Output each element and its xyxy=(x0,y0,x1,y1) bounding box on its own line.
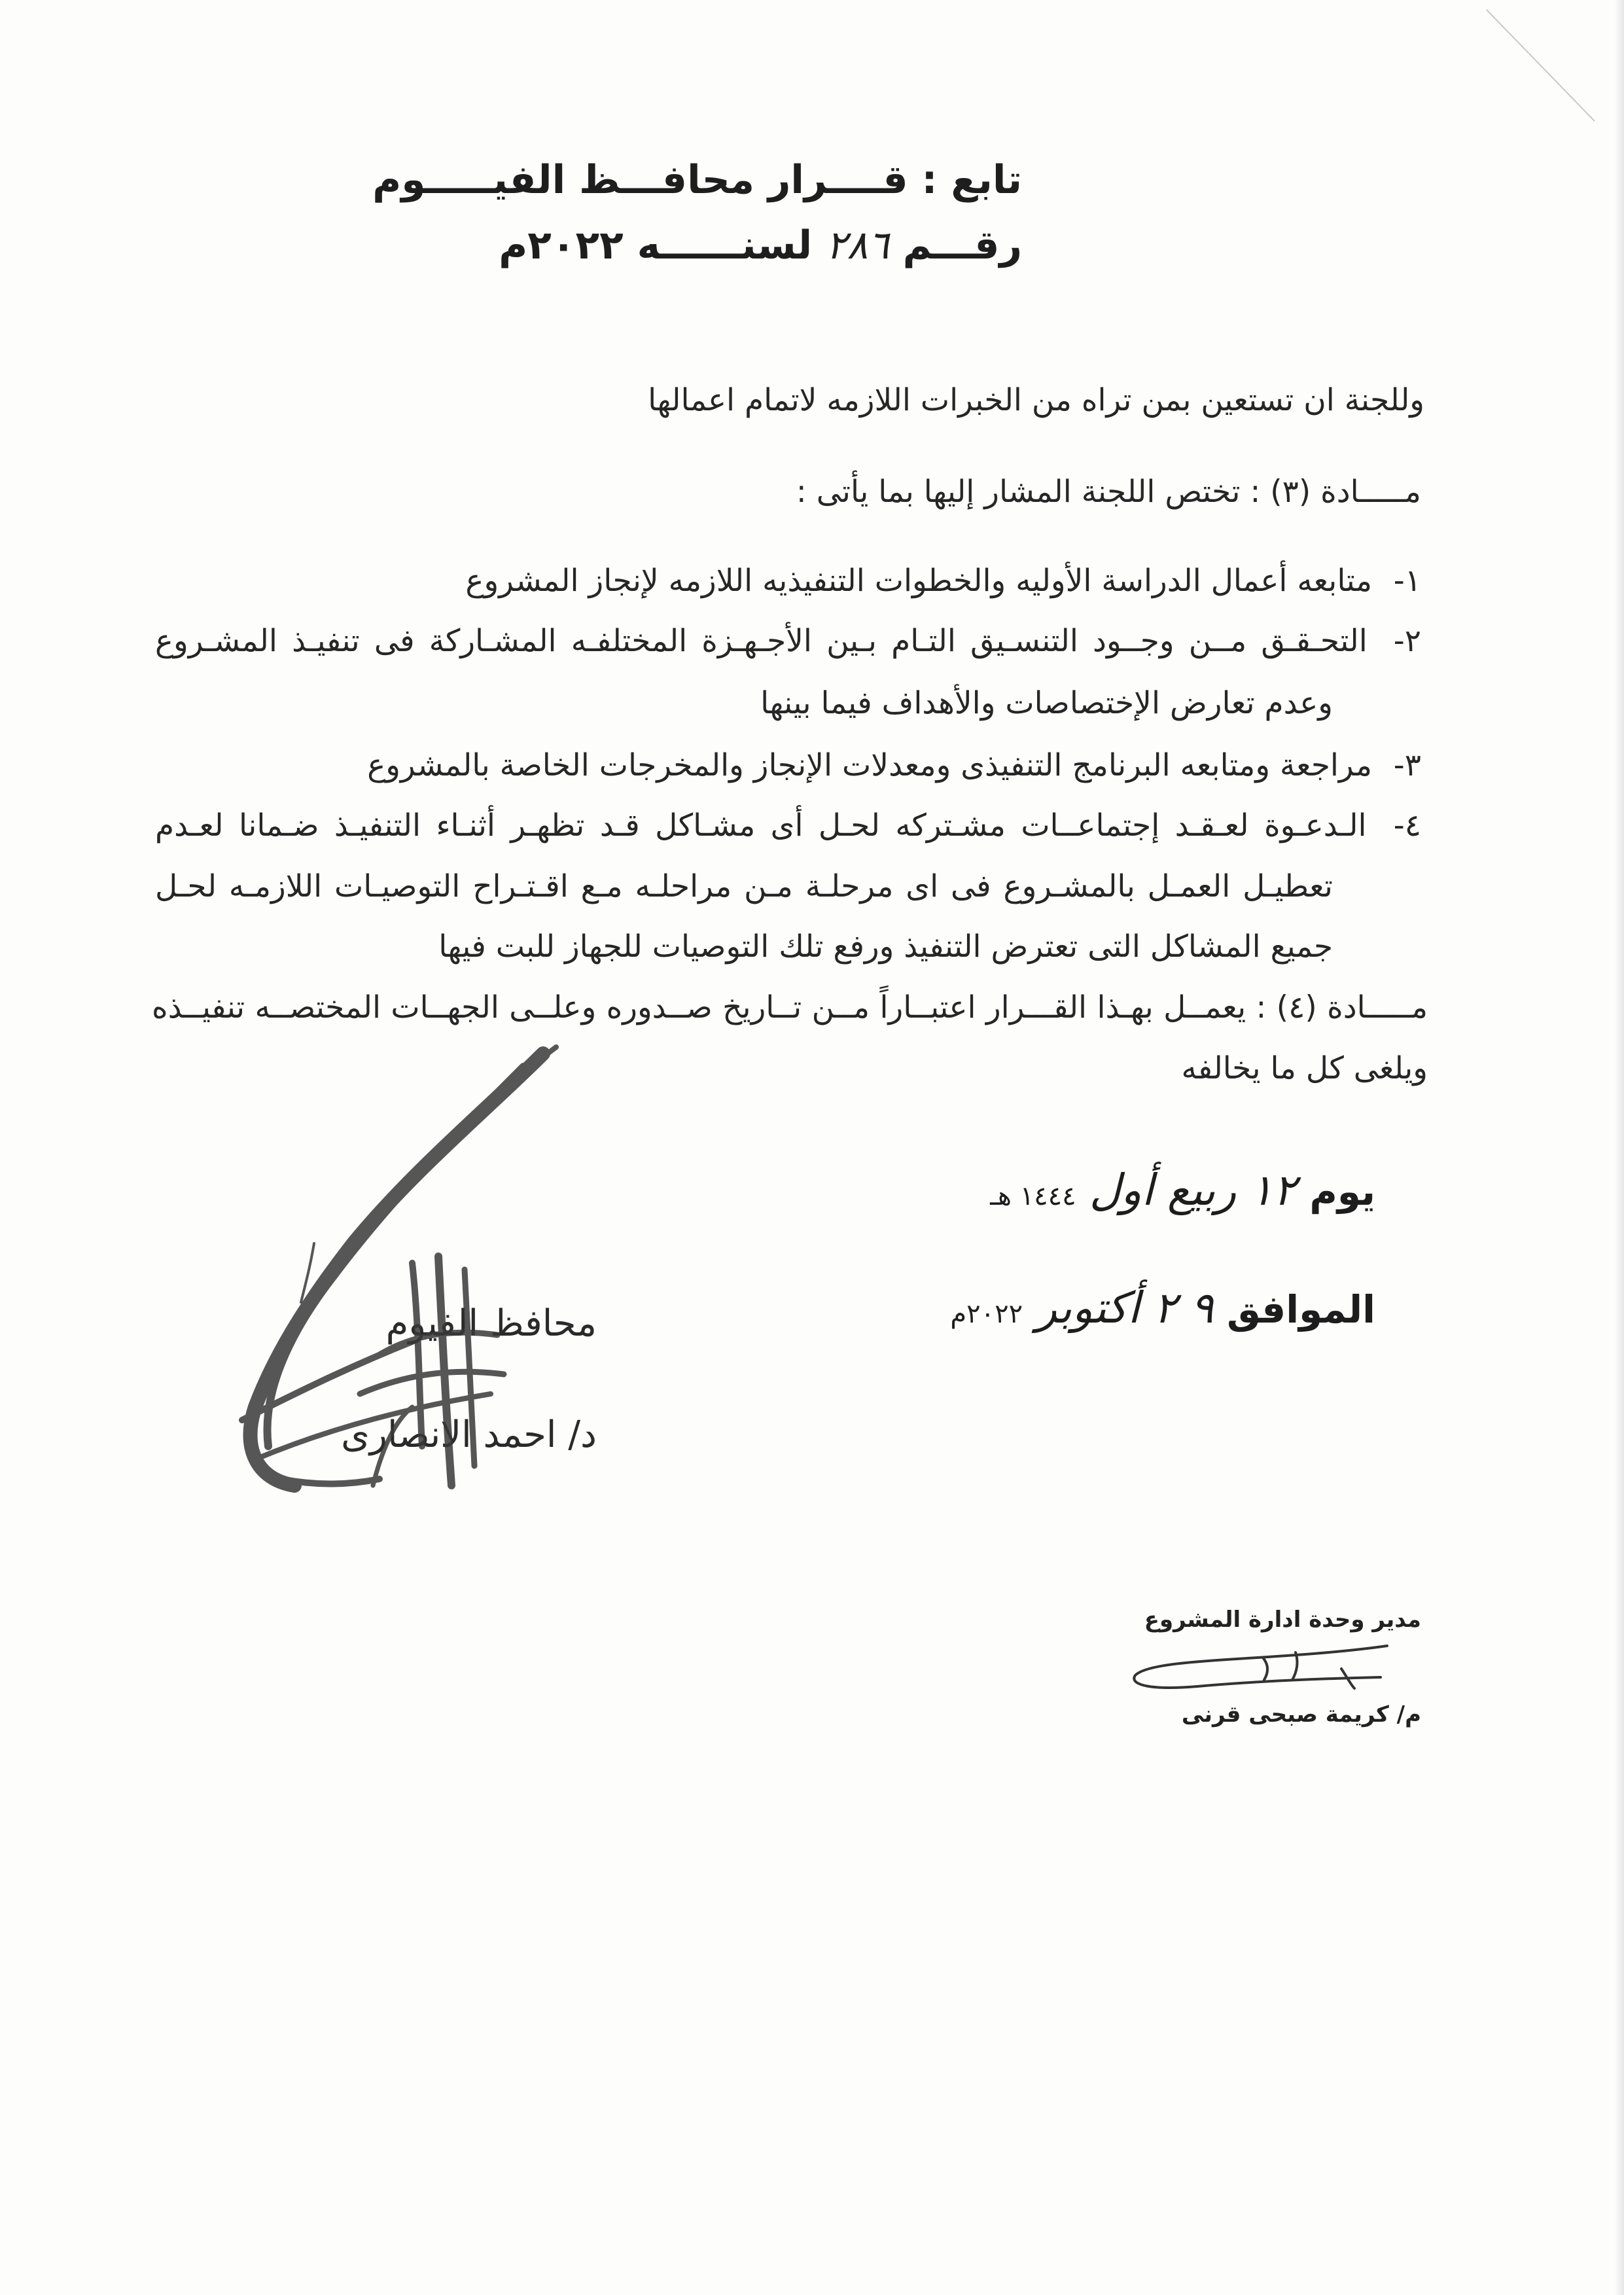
item-4-number: ٤- xyxy=(1393,808,1421,844)
item-1-number: ١- xyxy=(1393,563,1421,599)
hijri-date-handwritten: ١٢ ربيع أول xyxy=(1089,1165,1297,1215)
item-4-text-line-1: الـدعـوة لعـقـد إجتماعــات مشـتركه لحـل أى مشـاكل قـد تظهـر أثنـاء التنفيـذ ضـمانا لعـدم xyxy=(155,808,1367,844)
decree-number-handwritten: ٢٨٦ xyxy=(826,222,889,268)
scan-fold-line xyxy=(1480,7,1598,124)
project-manager-signature xyxy=(1125,1639,1400,1711)
decree-header-title: تابع : قــــرار محافـــظ الفيـــــوم xyxy=(372,157,1022,203)
item-3-number: ٣- xyxy=(1393,747,1421,783)
item-4-text-line-3: جميع المشاكل التى تعترض التنفيذ ورفع تلك التوصيات للجهاز للبت فيها xyxy=(438,929,1333,965)
hijri-year: ١٤٤٤ هـ xyxy=(990,1181,1076,1211)
decree-header-number xyxy=(499,222,1022,268)
project-manager-title: مدير وحدة ادارة المشروع xyxy=(1144,1607,1421,1633)
article-3-title: مـــــادة (٣) : تختص اللجنة المشار إليها بما يأتى : xyxy=(796,474,1421,510)
gregorian-date xyxy=(950,1283,1375,1333)
scan-edge xyxy=(1615,0,1624,2295)
item-3 xyxy=(367,746,1421,785)
hijri-date-prefix: يوم xyxy=(1309,1169,1375,1214)
item-1 xyxy=(465,561,1421,601)
committee-intro-text: وللجنة ان تستعين بمن تراه من الخبرات اللازمه لاتمام اعمالها xyxy=(648,382,1424,418)
item-2-text-line-1: التحـقـق مــن وجــود التنسـيق التـام بـين الأجـهـزة المختلفـه المشـاركة فى تنفيـذ المشـروع xyxy=(155,623,1368,659)
governor-signature xyxy=(216,1027,609,1525)
gregorian-date-prefix: الموافق xyxy=(1226,1287,1375,1332)
hijri-date xyxy=(990,1165,1375,1215)
decree-year: لسنــــــه ٢٠٢٢م xyxy=(499,222,813,268)
gregorian-date-handwritten: ٩ ٢ أكتوبر xyxy=(1036,1283,1214,1333)
article-4-continuation: ويلغى كل ما يخالفه xyxy=(1181,1050,1428,1086)
governor-title: محافظ الفيوم xyxy=(385,1302,597,1345)
item-4 xyxy=(155,806,1421,845)
item-1-text: متابعه أعمال الدراسة الأوليه والخطوات التنفيذيه اللازمه لإنجاز المشروع xyxy=(465,563,1373,599)
item-2 xyxy=(155,622,1421,661)
article-4-text: مـــــادة (٤) : يعمــل بهـذا القـــرار اعتبــاراً مــن تــاريخ صــدوره وعلــى الجهــات المختصــه تنفيــذه xyxy=(152,989,1428,1025)
decree-number-prefix: رقـــم xyxy=(902,222,1022,268)
gregorian-year: ٢٠٢٢م xyxy=(950,1299,1023,1329)
governor-name: د/ احمد الانصارى xyxy=(341,1414,597,1456)
item-3-text: مراجعة ومتابعه البرنامج التنفيذى ومعدلات الإنجاز والمخرجات الخاصة بالمشروع xyxy=(367,747,1373,783)
project-manager-name: م/ كريمة صبحى قرنى xyxy=(1181,1701,1421,1728)
item-2-text-line-2: وعدم تعارض الإختصاصات والأهداف فيما بينها xyxy=(760,685,1333,721)
item-2-number: ٢- xyxy=(1393,623,1421,659)
item-4-text-line-2: تعطيـل العمـل بالمشـروع فى اى مرحلـة مـن مراحلـه مـع اقـتـراح التوصيـات اللازمـه لحـل xyxy=(155,868,1333,904)
